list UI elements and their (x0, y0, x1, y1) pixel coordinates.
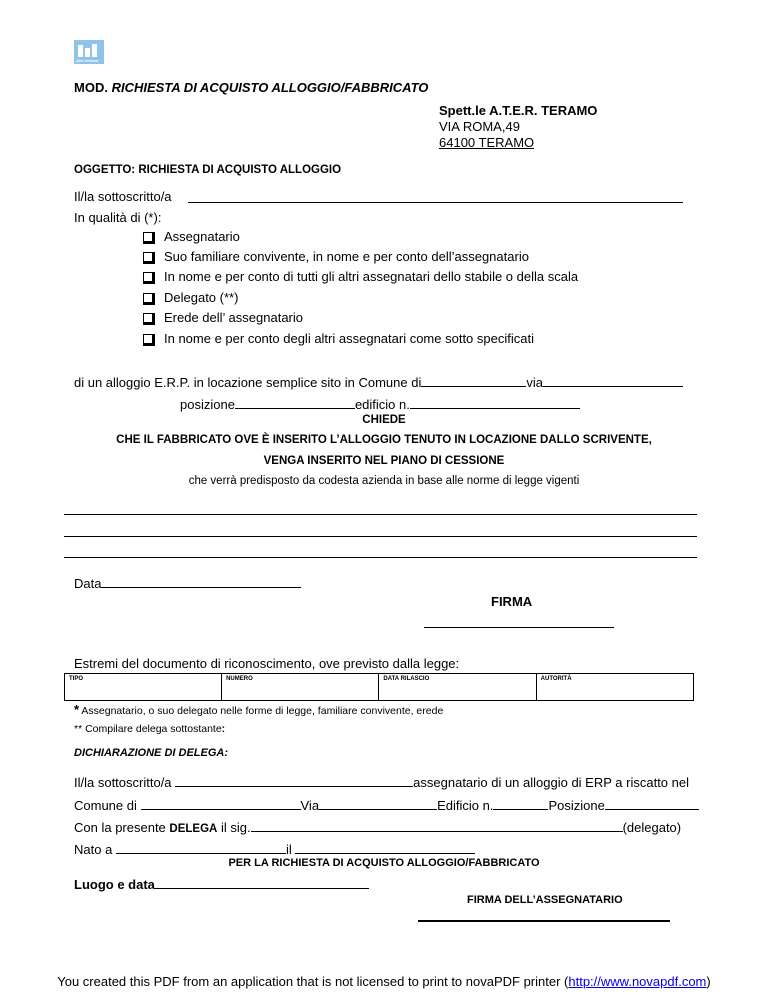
option-label-tutti-assegnatari: In nome e per conto di tutti gli altri assegnatari dello stabile o della scala (164, 269, 579, 284)
id-doc-col-autorita: AUTORITÀ (540, 676, 572, 682)
delega-sig-field[interactable] (251, 818, 623, 832)
delega-edificio-label: Edificio n. (437, 798, 494, 813)
delega-heading: DICHIARAZIONE DI DELEGA: (74, 747, 228, 759)
firma-assegnatario-label: FIRMA DELL’ASSEGNATARIO (467, 894, 623, 906)
firma-field[interactable] (424, 627, 614, 628)
luogo-data-line (74, 875, 369, 892)
luogo-data-label: Luogo e data (74, 877, 155, 892)
note-2-colon: : (221, 723, 226, 735)
option-label-altri-assegnatari: In nome e per conto degli altri assegnatari come sotto specificati (164, 331, 534, 346)
id-doc-col-data-rilascio: DATA RILASCIO (383, 676, 430, 682)
delega-comune-field[interactable] (141, 796, 301, 810)
delega-il-label: il (285, 842, 292, 857)
location-text: di un alloggio E.R.P. in locazione semplice sito in Comune di (74, 375, 422, 390)
id-doc-cell-autorita[interactable] (536, 674, 693, 701)
delega-delegato-label: (delegato) (622, 820, 682, 835)
delega-comune-label: Comune di (74, 798, 137, 813)
recipient-city: 64100 TERAMO (439, 135, 535, 150)
edificio-label: edificio n. (354, 397, 410, 412)
delega-posizione-label: Posizione (548, 798, 605, 813)
delega-line-1 (74, 773, 689, 790)
delega-nato-label: Nato a (74, 842, 113, 857)
sottoscritto-label: Il/la sottoscritto/a (74, 189, 172, 204)
blank-line[interactable] (64, 557, 697, 558)
data-line (74, 574, 301, 591)
delega-via-label: Via (300, 798, 320, 813)
delega-edificio-field[interactable] (493, 796, 548, 810)
data-field[interactable] (101, 574, 301, 588)
via-label: via (526, 375, 543, 390)
posizione-field[interactable] (235, 395, 355, 409)
delega-line-3 (74, 818, 681, 835)
footer (0, 974, 768, 989)
data-label: Data (74, 576, 102, 591)
delega-nato-field[interactable] (116, 840, 286, 854)
luogo-data-field[interactable] (155, 875, 369, 889)
blank-line[interactable] (64, 514, 697, 515)
id-doc-intro: Estremi del documento di riconoscimento, ove previsto dalla legge: (74, 656, 460, 671)
edificio-field[interactable] (410, 395, 580, 409)
recipient-street: VIA ROMA,49 (439, 119, 520, 134)
blank-line[interactable] (64, 536, 697, 537)
delega-presente-prefix: Con la presente (74, 820, 166, 835)
qualita-label: In qualità di (*): (74, 210, 162, 225)
posizione-label: posizione (180, 397, 235, 412)
delega-line-4 (74, 840, 475, 857)
location-line (74, 373, 683, 390)
request-line-1: CHE IL FABBRICATO OVE È INSERITO L’ALLOGGIO TENUTO IN LOCAZIONE DALLO SCRIVENTE, (116, 434, 652, 446)
delega-sig-label: il sig. (220, 820, 251, 835)
form-title (74, 80, 428, 95)
request-line-3: che verrà predisposto da codesta azienda in base alle norme di legge vigenti (188, 475, 580, 487)
id-doc-table (64, 673, 694, 701)
note-1-mark: * (74, 702, 80, 717)
delega-posizione-field[interactable] (605, 796, 699, 810)
form-title-prefix: MOD. (74, 80, 108, 95)
option-checkbox-tutti-assegnatari[interactable] (143, 272, 155, 284)
delega-line-1-suffix: assegnatario di un alloggio di ERP a riscatto nel (413, 775, 689, 790)
note-1 (74, 702, 443, 717)
delega-sottoscritto-field[interactable] (175, 773, 413, 787)
option-label-delegato: Delegato (**) (164, 290, 239, 305)
logo-text: Ater teramo (76, 58, 99, 63)
id-doc-cell-tipo[interactable] (65, 674, 222, 701)
delega-line-2 (74, 796, 699, 813)
option-checkbox-erede[interactable] (143, 313, 155, 325)
recipient-name: Spett.le A.T.E.R. TERAMO (439, 103, 598, 118)
footer-link[interactable]: http://www.novapdf.com (568, 974, 707, 989)
option-checkbox-delegato[interactable] (143, 293, 155, 305)
footer-text: You created this PDF from an application that is not licensed to print to novaPDF printer ( (57, 974, 569, 989)
id-doc-col-tipo: TIPO (69, 676, 84, 682)
note-2-text: ** Compilare delega sottostante (74, 723, 222, 735)
request-line-2: VENGA INSERITO NEL PIANO DI CESSIONE (263, 455, 505, 467)
delega-sottoscritto-label: Il/la sottoscritto/a (74, 775, 172, 790)
delega-per-la-richiesta: PER LA RICHIESTA DI ACQUISTO ALLOGGIO/FABBRICATO (228, 857, 540, 869)
footer-close: ) (706, 974, 711, 989)
firma-label: FIRMA (491, 594, 533, 609)
delega-via-field[interactable] (319, 796, 437, 810)
posizione-line (180, 395, 580, 412)
subject: OGGETTO: RICHIESTA DI ACQUISTO ALLOGGIO (74, 164, 342, 176)
id-doc-cell-numero[interactable] (222, 674, 379, 701)
id-doc-col-numero: NUMERO (226, 676, 253, 682)
id-doc-cell-data-rilascio[interactable] (379, 674, 536, 701)
note-1-text: Assegnatario, o suo delegato nelle forme di legge, familiare convivente, erede (81, 705, 444, 717)
comune-field[interactable] (421, 373, 526, 387)
delega-il-field[interactable] (295, 840, 475, 854)
ater-logo (74, 40, 104, 64)
sottoscritto-field[interactable] (188, 202, 683, 203)
form-title-text: RICHIESTA DI ACQUISTO ALLOGGIO/FABBRICATO (111, 80, 429, 95)
chiede-heading: CHIEDE (362, 414, 406, 426)
option-checkbox-assegnatario[interactable] (143, 232, 155, 244)
option-label-erede: Erede dell’ assegnatario (164, 310, 303, 325)
delega-keyword: DELEGA (169, 823, 218, 835)
option-checkbox-altri-assegnatari[interactable] (143, 334, 155, 346)
id-doc-row (65, 674, 694, 701)
note-2 (74, 723, 225, 735)
option-label-assegnatario: Assegnatario (164, 229, 240, 244)
option-checkbox-familiare[interactable] (143, 252, 155, 264)
firma-assegnatario-field[interactable] (418, 920, 670, 922)
option-label-familiare: Suo familiare convivente, in nome e per conto dell’assegnatario (164, 249, 529, 264)
via-field[interactable] (543, 373, 683, 387)
